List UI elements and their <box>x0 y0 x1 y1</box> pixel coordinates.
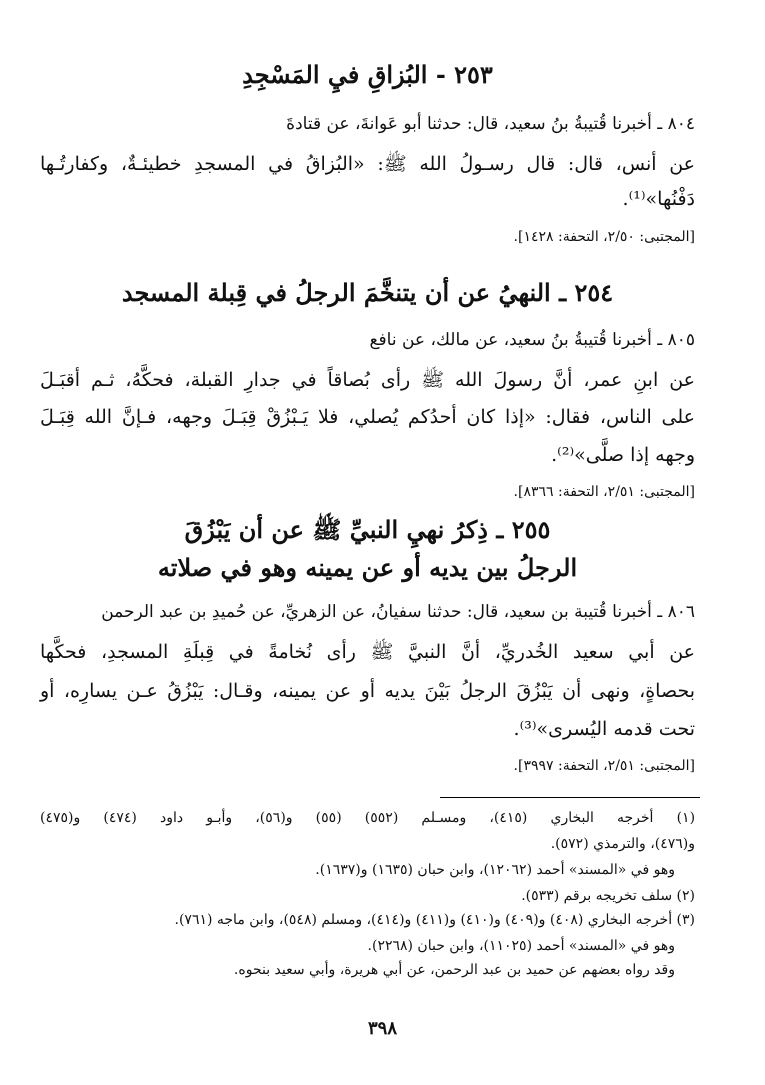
hadith-text-line: عن أبي سعيد الخُدريِّ، أنَّ النبيَّ ﷺ رأى نُخامةً في قِبلَةِ المسجدِ، فحكَّها <box>40 641 695 663</box>
chapter-heading-254: ٢٥٤ ـ النهيُ عن أن يتنخَّمَ الرجلُ في قِبلة المسجد <box>121 278 614 307</box>
chapter-heading-255: ٢٥٥ ـ ذِكرُ نهيِ النبيِّ ﷺ عن أن يَبْزُقَ <box>184 515 551 544</box>
footnote-line: (٢) سلف تخريجه برقم (٥٣٣). <box>521 888 695 904</box>
footnote-line: (١) أخرجه البخاري (٤١٥)، ومسـلم (٥٥٢) (٥٥) و(٥٦)، وأبـو داود (٤٧٤) و(٤٧٥) <box>40 810 696 826</box>
footnote-line: و(٤٧٦)، والترمذي (٥٧٢). <box>550 836 695 852</box>
reference-note: [المجتبى: ٢/٥٠، التحفة: ١٤٢٨]. <box>513 229 695 245</box>
hadith-text-line: عن أنس، قال: قال رسـولُ الله ﷺ: «البُزاقُ في المسجدِ خطيئـةٌ، وكفارتُـها <box>40 153 695 175</box>
hadith-text-line: على الناس، فقال: «إذا كان أحدُكم يُصلي، فلا يَـبْزُقْ قِبَـلَ وجهه، فـإنَّ الله قِبَـلَ <box>40 406 695 428</box>
footnote-line: وهو في «المسند» أحمد (١١٠٢٥)، وابن حبان (٢٢٦٨). <box>367 938 675 954</box>
hadith-header-804: ٨٠٤ ـ أخبرنا قُتيبةُ بنُ سعيد، قال: حدثنا أبو عَوانةَ، عن قتادةَ <box>286 114 695 134</box>
hadith-header-806: ٨٠٦ ـ أخبرنا قُتيبة بن سعيد، قال: حدثنا سفيانُ، عن الزهريِّ، عن حُميدِ بن عبد الرحمن <box>101 602 695 622</box>
reference-note: [المجتبى: ٢/٥١، التحفة: ٣٩٩٧]. <box>513 758 695 774</box>
hadith-text-line: عن ابنِ عمر، أنَّ رسولَ الله ﷺ رأى بُصاقاً في جدارِ القبلة، فحكَّهُ، ثـم أقبَـلَ <box>40 369 695 391</box>
chapter-heading-253: ٢٥٣ - البُزاقِ فيِ المَسْجِدِ <box>242 60 493 89</box>
hadith-text-line: بحصاةٍ، ونهى أن يَبْزُقَ الرجلُ بَيْنَ يديه أو عن يمينه، وقـال: يَبْزُقُ عـن يسارِه، أو <box>40 680 695 702</box>
footnote-line: (٣) أخرجه البخاري (٤٠٨) و(٤٠٩) و(٤١٠) و(٤١١) و(٤١٤)، ومسلم (٥٤٨)، وابن ماجه (٧٦١). <box>174 912 695 928</box>
footnote-line: وهو في «المسند» أحمد (١٢٠٦٢)، وابن حبان (١٦٣٥) و(١٦٣٧). <box>315 862 675 878</box>
hadith-text-line: تحت قدمه اليُسرى»⁽³⁾. <box>513 718 695 740</box>
hadith-text-line: وجهه إذا صلَّى»⁽²⁾. <box>551 444 695 466</box>
hadith-text-line: دَفْنُها»⁽¹⁾. <box>622 188 695 210</box>
footnote-separator <box>440 797 700 798</box>
hadith-header-805: ٨٠٥ ـ أخبرنا قُتيبةُ بنُ سعيد، عن مالك، عن نافع <box>369 330 695 350</box>
chapter-heading-255-cont: الرجلُ بين يديه أو عن يمينه وهو في صلاته <box>157 553 578 582</box>
footnote-line: وقد رواه بعضهم عن حميد بن عبد الرحمن، عن أبي هريرة، وأبي سعيد بنحوه. <box>233 962 675 978</box>
page-number: ٣٩٨ <box>367 1018 397 1039</box>
reference-note: [المجتبى: ٢/٥١، التحفة: ٨٣٦٦]. <box>513 484 695 500</box>
